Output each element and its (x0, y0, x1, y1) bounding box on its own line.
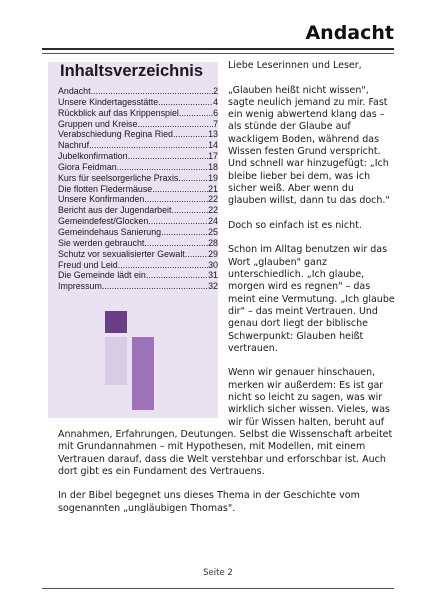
toc-item-page: 24 (208, 216, 218, 227)
toc-item-label: Die flotten Fledermäuse (58, 183, 153, 194)
page-header-title: Andacht (305, 22, 394, 44)
toc-item-label: Bericht aus der Jugendarbeit (58, 205, 172, 216)
toc-item-page: 4 (213, 96, 218, 107)
toc-item-label: Gruppen und Kreise (58, 118, 138, 129)
header-rule-thin (42, 53, 394, 54)
body-paragraph: „Glauben heißt nicht wissen", sagte neulich jemand zu mir. Fast ein wenig abwertend klang das – als stünde der Glaube auf wackligem Boden, während das Wissen festen Grund verspricht. Und schnell war hinzugefügt: „Ich bleibe lieber bei dem, was ich sicher weiß. Aber wenn du glauben willst, dann tu das doch." (228, 84, 390, 207)
toc-item-page: 32 (208, 281, 218, 292)
salutation: Liebe Leserinnen und Leser, (228, 60, 362, 71)
page-number: Seite 2 (203, 568, 233, 578)
toc-item-page: 21 (208, 183, 218, 194)
toc-item-label: Gemeindehaus Sanierung (58, 226, 162, 237)
toc-item-label: Rückblick auf das Krippenspiel (58, 107, 179, 118)
toc-item-label: Sie werden gebraucht (58, 237, 145, 248)
toc-wrap-spacer (58, 60, 228, 417)
toc-item-page: 22 (208, 205, 218, 216)
toc-item-page: 22 (208, 194, 218, 205)
toc-item-page: 14 (208, 140, 218, 151)
toc-item-page: 30 (208, 259, 218, 270)
toc-item-label: Kurs für seelsorgerliche Praxis (58, 172, 179, 183)
toc-item-label: Unsere Kindertagesstätte (58, 96, 159, 107)
toc-item-label: Freud und Leid (58, 259, 118, 270)
toc-item-label: Giora Feidman (58, 161, 117, 172)
toc-item-label: Jubelkonfirmation (58, 151, 128, 162)
toc-item-page: 19 (208, 172, 218, 183)
devotional-text (58, 60, 395, 527)
toc-item-label: Verabschiedung Regina Ried (58, 129, 173, 140)
toc-item-page: 6 (213, 107, 218, 118)
toc-item-label: Impressum (58, 281, 102, 292)
toc-item-label: Andacht (58, 86, 91, 96)
toc-item-page: 18 (208, 161, 218, 172)
toc-item-page: 28 (208, 237, 218, 248)
header-rule-thick (42, 48, 394, 50)
toc-item-page: 17 (208, 151, 218, 162)
body-paragraph: Wenn wir genauer hinschauen, merken wir außerdem: Es ist gar nicht so leicht zu sagen, was wir wirklich sicher wissen. Vieles, was wir für Wissen halten, beruht auf Annahmen, Erfahrungen, Deutungen. Selbst die Wissenschaft arbeitet mit Grundannahmen – mit Hypothesen, mit Modellen, mit einem Vertrauen darauf, dass die Welt verstehbar und erforschbar ist. Auch dort gibt es ein Fundament des Vertrauens. (58, 367, 393, 477)
body-paragraph: Schon im Alltag benutzen wir das Wort „glauben" ganz unterschiedlich. „Ich glaube, morgen wird es regnen" – das meint eine Vermutung. „Ich glaube dir" – das meint Vertrauen. Und genau dort liegt der biblische Schwerpunkt: Glauben heißt vertrauen. (228, 244, 395, 354)
toc-item-page: 29 (208, 248, 218, 259)
toc-item-label: Nachruf (58, 140, 90, 151)
body-paragraph: In der Bibel begegnet uns dieses Thema in der Geschichte vom sogenannten „ungläubigen Thomas". (58, 490, 360, 514)
toc-item-page: 2 (213, 86, 218, 96)
footer-rule (42, 588, 394, 589)
toc-item-page: 7 (213, 118, 218, 129)
body-paragraph: Doch so einfach ist es nicht. (228, 219, 362, 231)
toc-item-label: Die Gemeinde lädt ein (58, 270, 146, 281)
toc-item-page: 31 (208, 270, 218, 281)
toc-item-label: Gemeindefest/Glocken (58, 216, 149, 227)
toc-item-label: Unsere Konfirmanden (58, 194, 145, 205)
toc-item-label: Schutz vor sexualisierter Gewalt (58, 248, 185, 259)
toc-title: Inhaltsverzeichnis (60, 62, 204, 80)
toc-item-page: 25 (208, 226, 218, 237)
toc-item-page: 13 (208, 129, 218, 140)
